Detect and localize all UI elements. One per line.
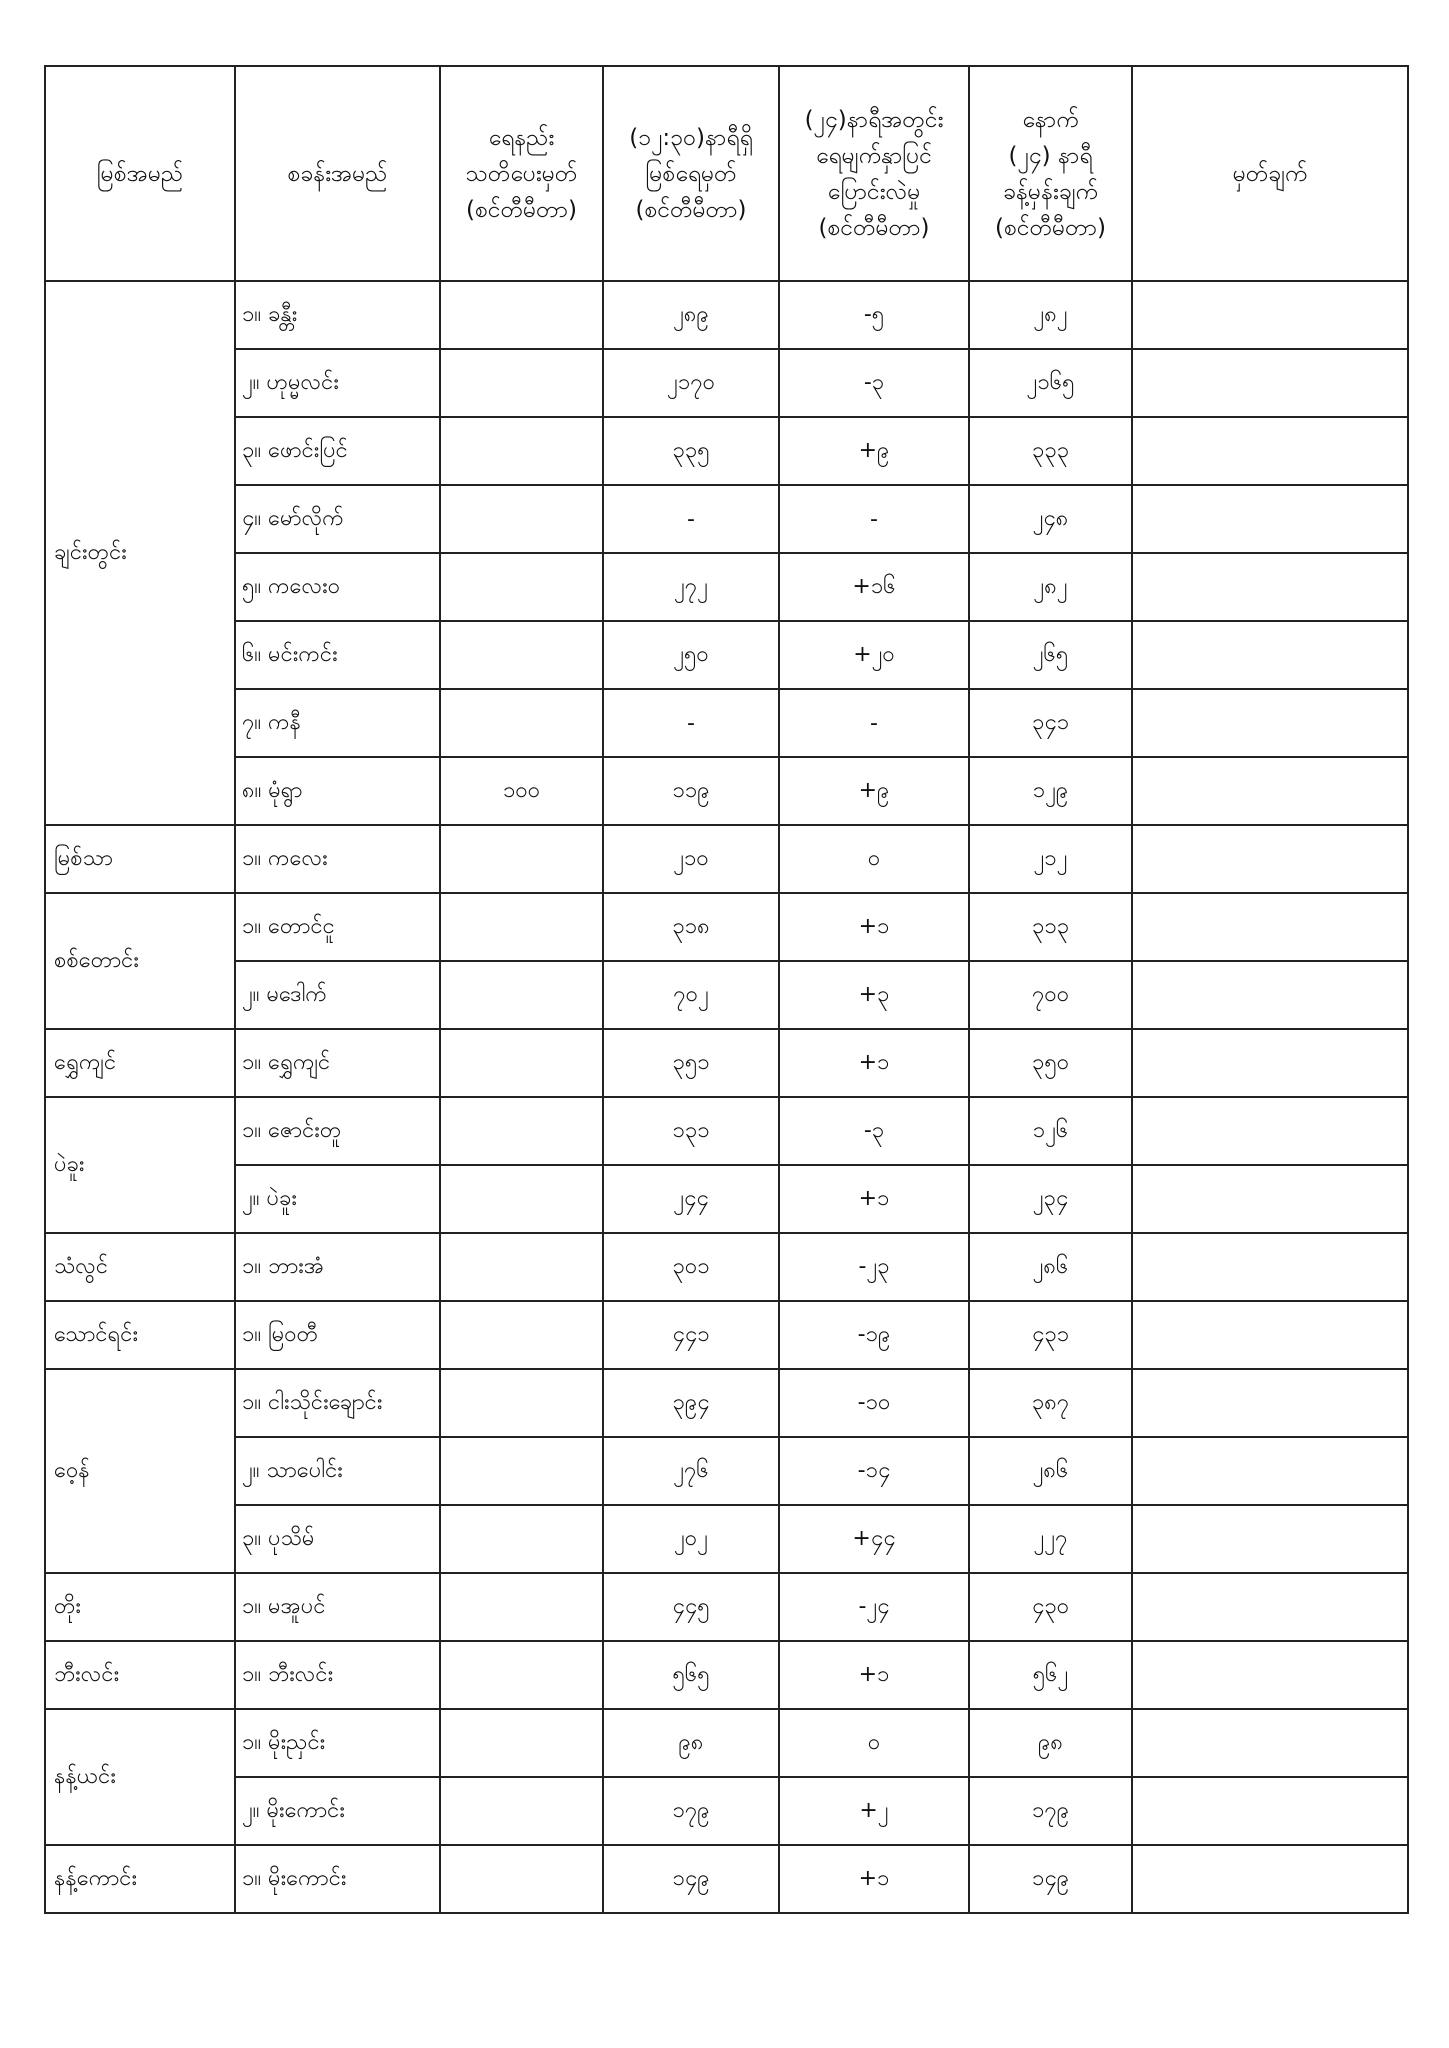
low-water-warning-cell [440,1029,603,1097]
remark-cell [1132,757,1408,825]
low-water-warning-cell [440,281,603,349]
current-level-cell: ၂၈၉ [603,281,779,349]
station-name-cell: ၃။ ပုသိမ် [235,1505,440,1573]
forecast-cell: ၄၃၁ [969,1301,1132,1369]
forecast-cell: ၂၃၄ [969,1165,1132,1233]
river-name-cell: ရွှေကျင် [45,1029,235,1097]
current-level-cell: ၂၅၀ [603,621,779,689]
low-water-warning-cell [440,825,603,893]
level-change-cell: +၂၀ [779,621,969,689]
level-change-cell: -၁၉ [779,1301,969,1369]
forecast-cell: ၂၁၂ [969,825,1132,893]
forecast-cell: ၂၄၈ [969,485,1132,553]
forecast-cell: ၁၇၉ [969,1777,1132,1845]
forecast-cell: ၂၂၇ [969,1505,1132,1573]
forecast-cell: ၅၆၂ [969,1641,1132,1709]
table-row [45,825,1408,893]
station-name-cell: ၂။ မဒေါက် [235,961,440,1029]
low-water-warning-cell [440,1097,603,1165]
level-change-cell: ၀ [779,825,969,893]
low-water-warning-cell [440,689,603,757]
header-current-level: (၁၂:၃၀)နာရီရှိ မြစ်ရေမှတ် (စင်တီမီတာ) [603,66,779,281]
low-water-warning-cell [440,1301,603,1369]
table-row [45,485,1408,553]
remark-cell [1132,1505,1408,1573]
low-water-warning-cell [440,485,603,553]
low-water-warning-cell [440,349,603,417]
remark-cell [1132,1097,1408,1165]
table-row [45,1369,1408,1437]
river-name-cell: နန့်ယင်း [45,1709,235,1845]
low-water-warning-cell [440,893,603,961]
table-row [45,961,1408,1029]
forecast-cell: ၂၈၂ [969,553,1132,621]
header-24h-forecast: နောက် (၂၄) နာရီ ခန့်မှန်းချက် (စင်တီမီတာ) [969,66,1132,281]
level-change-cell: ၀ [779,1709,969,1777]
current-level-cell: ၂၄၄ [603,1165,779,1233]
header-low-water-warning: ရေနည်း သတိပေးမှတ် (စင်တီမီတာ) [440,66,603,281]
forecast-cell: ၃၃၃ [969,417,1132,485]
table-row [45,349,1408,417]
current-level-cell: ၂၇၂ [603,553,779,621]
forecast-cell: ၂၈၂ [969,281,1132,349]
current-level-cell: ၁၇၉ [603,1777,779,1845]
low-water-warning-cell [440,1369,603,1437]
low-water-warning-cell [440,1233,603,1301]
level-change-cell: +၃ [779,961,969,1029]
low-water-warning-cell [440,1641,603,1709]
river-name-cell: နန့်ကောင်း [45,1845,235,1913]
low-water-warning-cell [440,961,603,1029]
remark-cell [1132,1641,1408,1709]
level-change-cell: - [779,485,969,553]
low-water-warning-cell [440,1845,603,1913]
level-change-cell: -၃ [779,1097,969,1165]
river-name-cell: စစ်တောင်း [45,893,235,1029]
table-row [45,1777,1408,1845]
forecast-cell: ၂၈၆ [969,1437,1132,1505]
station-name-cell: ၃။ ဖောင်းပြင် [235,417,440,485]
station-name-cell: ၂။ ပဲခူး [235,1165,440,1233]
header-24h-change: (၂၄)နာရီအတွင်း ရေမျက်နှာပြင် ပြောင်းလဲမှု (စင်တီမီတာ) [779,66,969,281]
forecast-cell: ၃၁၃ [969,893,1132,961]
forecast-cell: ၃၄၁ [969,689,1132,757]
header-river-name: မြစ်အမည် [45,66,235,281]
low-water-warning-cell [440,553,603,621]
station-name-cell: ၇။ ကနီ [235,689,440,757]
river-name-cell: ဘီးလင်း [45,1641,235,1709]
level-change-cell: +၁၆ [779,553,969,621]
current-level-cell: ၃၃၅ [603,417,779,485]
remark-cell [1132,1233,1408,1301]
station-name-cell: ၁။ ဇောင်းတူ [235,1097,440,1165]
current-level-cell: - [603,689,779,757]
station-name-cell: ၂။ မိုးကောင်း [235,1777,440,1845]
remark-cell [1132,553,1408,621]
forecast-cell: ၃၈၇ [969,1369,1132,1437]
level-change-cell: +၁ [779,1029,969,1097]
remark-cell [1132,1029,1408,1097]
table-row [45,621,1408,689]
level-change-cell: +၁ [779,1641,969,1709]
station-name-cell: ၁။ မြဝတီ [235,1301,440,1369]
table-row [45,417,1408,485]
low-water-warning-cell [440,1777,603,1845]
low-water-warning-cell [440,621,603,689]
table-header [45,66,1408,281]
table-row [45,1709,1408,1777]
level-change-cell: - [779,689,969,757]
remark-cell [1132,689,1408,757]
forecast-cell: ၂၆၅ [969,621,1132,689]
table-row [45,893,1408,961]
level-change-cell: -၁၀ [779,1369,969,1437]
table-row [45,1301,1408,1369]
river-name-cell: သံလွင် [45,1233,235,1301]
table-row [45,689,1408,757]
station-name-cell: ၁။ မိုးညှင်း [235,1709,440,1777]
station-name-cell: ၂။ ဟုမ္မလင်း [235,349,440,417]
river-name-cell: သောင်ရင်း [45,1301,235,1369]
station-name-cell: ၁။ ငါးသိုင်းချောင်း [235,1369,440,1437]
station-name-cell: ၂။ သာပေါင်း [235,1437,440,1505]
table-row [45,281,1408,349]
forecast-cell: ၁၂၆ [969,1097,1132,1165]
current-level-cell: ၉၈ [603,1709,779,1777]
low-water-warning-cell: ၁၀၀ [440,757,603,825]
table-row [45,1233,1408,1301]
remark-cell [1132,349,1408,417]
current-level-cell: ၄၄၁ [603,1301,779,1369]
station-name-cell: ၈။ မုံရွာ [235,757,440,825]
remark-cell [1132,1437,1408,1505]
station-name-cell: ၁။ ရွှေကျင် [235,1029,440,1097]
low-water-warning-cell [440,1709,603,1777]
level-change-cell: +၁ [779,893,969,961]
table-row [45,1573,1408,1641]
current-level-cell: ၂၇၆ [603,1437,779,1505]
station-name-cell: ၁။ ဘီးလင်း [235,1641,440,1709]
header-remark: မှတ်ချက် [1132,66,1408,281]
remark-cell [1132,621,1408,689]
current-level-cell: ၂၁၀ [603,825,779,893]
remark-cell [1132,1777,1408,1845]
forecast-cell: ၁၄၉ [969,1845,1132,1913]
remark-cell [1132,1709,1408,1777]
current-level-cell: ၁၃၁ [603,1097,779,1165]
remark-cell [1132,1369,1408,1437]
table-row [45,1097,1408,1165]
remark-cell [1132,1845,1408,1913]
forecast-cell: ၁၂၉ [969,757,1132,825]
current-level-cell: ၁၁၉ [603,757,779,825]
remark-cell [1132,1301,1408,1369]
forecast-cell: ၇၀၀ [969,961,1132,1029]
current-level-cell: ၃၅၁ [603,1029,779,1097]
table-row [45,757,1408,825]
current-level-cell: ၃၉၄ [603,1369,779,1437]
river-name-cell: ပဲခူး [45,1097,235,1233]
level-change-cell: +၄၄ [779,1505,969,1573]
station-name-cell: ၁။ ခန္တီး [235,281,440,349]
level-change-cell: +၉ [779,757,969,825]
level-change-cell: +၉ [779,417,969,485]
header-station-name: စခန်းအမည် [235,66,440,281]
river-level-table [44,65,1409,1914]
remark-cell [1132,1165,1408,1233]
current-level-cell: ၃၀၁ [603,1233,779,1301]
current-level-cell: ၄၄၅ [603,1573,779,1641]
current-level-cell: ၂၀၂ [603,1505,779,1573]
level-change-cell: -၃ [779,349,969,417]
river-name-cell: ဝေ့န် [45,1369,235,1573]
remark-cell [1132,825,1408,893]
table-row [45,1641,1408,1709]
current-level-cell: ၂၁၇၀ [603,349,779,417]
river-name-cell: တိုး [45,1573,235,1641]
remark-cell [1132,893,1408,961]
station-name-cell: ၁။ ဘားအံ [235,1233,440,1301]
current-level-cell: ၃၁၈ [603,893,779,961]
river-name-cell: မြစ်သာ [45,825,235,893]
table-row [45,1505,1408,1573]
table-row [45,1165,1408,1233]
forecast-cell: ၂၈၆ [969,1233,1132,1301]
remark-cell [1132,485,1408,553]
low-water-warning-cell [440,1573,603,1641]
river-name-cell: ချင်းတွင်း [45,281,235,825]
low-water-warning-cell [440,1165,603,1233]
forecast-cell: ၂၁၆၅ [969,349,1132,417]
current-level-cell: ၅၆၅ [603,1641,779,1709]
low-water-warning-cell [440,1437,603,1505]
level-change-cell: -၂၄ [779,1573,969,1641]
current-level-cell: ၇၀၂ [603,961,779,1029]
table-row [45,1437,1408,1505]
level-change-cell: +၁ [779,1165,969,1233]
station-name-cell: ၁။ တောင်ငူ [235,893,440,961]
table-row [45,1845,1408,1913]
station-name-cell: ၁။ မအူပင် [235,1573,440,1641]
low-water-warning-cell [440,1505,603,1573]
level-change-cell: -၁၄ [779,1437,969,1505]
station-name-cell: ၁။ ကလေး [235,825,440,893]
table-body [45,281,1408,1913]
station-name-cell: ၁။ မိုးကောင်း [235,1845,440,1913]
remark-cell [1132,417,1408,485]
level-change-cell: +၁ [779,1845,969,1913]
header-row [45,66,1408,281]
current-level-cell: ၁၄၉ [603,1845,779,1913]
remark-cell [1132,961,1408,1029]
level-change-cell: +၂ [779,1777,969,1845]
station-name-cell: ၅။ ကလေးဝ [235,553,440,621]
forecast-cell: ၄၃၀ [969,1573,1132,1641]
station-name-cell: ၆။ မင်းကင်း [235,621,440,689]
level-change-cell: -၂၃ [779,1233,969,1301]
low-water-warning-cell [440,417,603,485]
table-row [45,1029,1408,1097]
station-name-cell: ၄။ မော်လိုက် [235,485,440,553]
current-level-cell: - [603,485,779,553]
forecast-cell: ၃၅၀ [969,1029,1132,1097]
remark-cell [1132,1573,1408,1641]
forecast-cell: ၉၈ [969,1709,1132,1777]
table-row [45,553,1408,621]
remark-cell [1132,281,1408,349]
level-change-cell: -၅ [779,281,969,349]
